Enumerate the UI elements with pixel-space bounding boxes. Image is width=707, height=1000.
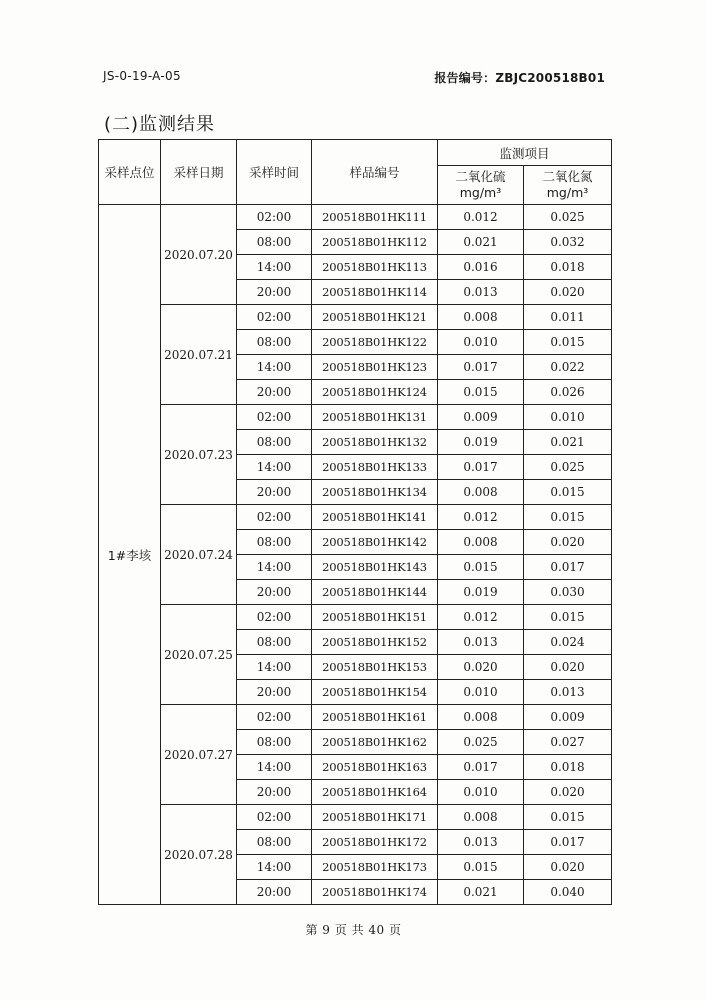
header-time: 采样时间 (237, 140, 312, 205)
table-row (99, 405, 612, 430)
time-cell: 14:00 (237, 455, 312, 480)
time-cell: 14:00 (237, 255, 312, 280)
sample-code-cell: 200518B01HK141 (312, 505, 438, 530)
so2-value-cell: 0.012 (438, 605, 524, 630)
footer-page-mid: 页 共 (334, 923, 365, 937)
no2-value-cell: 0.020 (524, 530, 612, 555)
sample-code-cell: 200518B01HK152 (312, 630, 438, 655)
time-cell: 20:00 (237, 680, 312, 705)
so2-value-cell: 0.019 (438, 580, 524, 605)
header-site: 采样点位 (99, 140, 161, 205)
sample-code-cell: 200518B01HK112 (312, 230, 438, 255)
so2-value-cell: 0.013 (438, 630, 524, 655)
so2-value-cell: 0.019 (438, 430, 524, 455)
no2-value-cell: 0.024 (524, 630, 612, 655)
sample-code-cell: 200518B01HK173 (312, 855, 438, 880)
so2-value-cell: 0.017 (438, 355, 524, 380)
so2-value-cell: 0.010 (438, 330, 524, 355)
no2-value-cell: 0.011 (524, 305, 612, 330)
sample-code-cell: 200518B01HK162 (312, 730, 438, 755)
so2-value-cell: 0.013 (438, 280, 524, 305)
date-cell: 2020.07.23 (161, 405, 237, 505)
no2-value-cell: 0.015 (524, 805, 612, 830)
so2-value-cell: 0.010 (438, 780, 524, 805)
date-cell: 2020.07.25 (161, 605, 237, 705)
sample-code-cell: 200518B01HK174 (312, 880, 438, 905)
footer-page-suffix: 页 (389, 923, 402, 937)
header-so2 (438, 166, 524, 205)
sample-code-cell: 200518B01HK133 (312, 455, 438, 480)
time-cell: 20:00 (237, 880, 312, 905)
footer-page-total: 40 (368, 923, 385, 937)
site-cell: 1#李垓 (99, 205, 161, 905)
time-cell: 02:00 (237, 805, 312, 830)
sample-code-cell: 200518B01HK122 (312, 330, 438, 355)
no2-value-cell: 0.030 (524, 580, 612, 605)
so2-value-cell: 0.015 (438, 555, 524, 580)
time-cell: 08:00 (237, 230, 312, 255)
so2-unit: mg/m³ (459, 185, 502, 200)
no2-value-cell: 0.040 (524, 880, 612, 905)
monitoring-results-table (98, 139, 612, 905)
time-cell: 20:00 (237, 480, 312, 505)
time-cell: 08:00 (237, 830, 312, 855)
sample-code-cell: 200518B01HK163 (312, 755, 438, 780)
sample-code-cell: 200518B01HK131 (312, 405, 438, 430)
no2-value-cell: 0.010 (524, 405, 612, 430)
table-row (99, 705, 612, 730)
no2-unit: mg/m³ (546, 185, 589, 200)
time-cell: 20:00 (237, 380, 312, 405)
so2-value-cell: 0.016 (438, 255, 524, 280)
so2-value-cell: 0.017 (438, 455, 524, 480)
so2-value-cell: 0.008 (438, 480, 524, 505)
no2-value-cell: 0.015 (524, 605, 612, 630)
no2-value-cell: 0.025 (524, 205, 612, 230)
time-cell: 20:00 (237, 580, 312, 605)
sample-code-cell: 200518B01HK171 (312, 805, 438, 830)
date-cell: 2020.07.28 (161, 805, 237, 905)
time-cell: 08:00 (237, 730, 312, 755)
table-row (99, 505, 612, 530)
no2-value-cell: 0.027 (524, 730, 612, 755)
no2-value-cell: 0.020 (524, 780, 612, 805)
table-row (99, 605, 612, 630)
table-row (99, 205, 612, 230)
time-cell: 14:00 (237, 755, 312, 780)
sample-code-cell: 200518B01HK142 (312, 530, 438, 555)
time-cell: 02:00 (237, 505, 312, 530)
time-cell: 02:00 (237, 605, 312, 630)
so2-value-cell: 0.012 (438, 505, 524, 530)
so2-value-cell: 0.017 (438, 755, 524, 780)
sample-code-cell: 200518B01HK111 (312, 205, 438, 230)
sample-code-cell: 200518B01HK144 (312, 580, 438, 605)
no2-value-cell: 0.026 (524, 380, 612, 405)
header-no2 (524, 166, 612, 205)
page-footer (0, 921, 707, 938)
so2-value-cell: 0.008 (438, 805, 524, 830)
sample-code-cell: 200518B01HK161 (312, 705, 438, 730)
time-cell: 08:00 (237, 630, 312, 655)
date-cell: 2020.07.27 (161, 705, 237, 805)
sample-code-cell: 200518B01HK121 (312, 305, 438, 330)
sample-code-cell: 200518B01HK132 (312, 430, 438, 455)
no2-value-cell: 0.015 (524, 330, 612, 355)
sample-code-cell: 200518B01HK154 (312, 680, 438, 705)
header-monitoring-items: 监测项目 (438, 140, 612, 166)
report-number (434, 69, 605, 86)
sample-code-cell: 200518B01HK124 (312, 380, 438, 405)
sample-code-cell: 200518B01HK172 (312, 830, 438, 855)
so2-value-cell: 0.015 (438, 380, 524, 405)
time-cell: 08:00 (237, 330, 312, 355)
so2-value-cell: 0.020 (438, 655, 524, 680)
so2-value-cell: 0.025 (438, 730, 524, 755)
time-cell: 02:00 (237, 705, 312, 730)
time-cell: 14:00 (237, 555, 312, 580)
header-date: 采样日期 (161, 140, 237, 205)
time-cell: 14:00 (237, 655, 312, 680)
no2-value-cell: 0.013 (524, 680, 612, 705)
no2-label: 二氧化氮 (542, 169, 593, 184)
time-cell: 14:00 (237, 355, 312, 380)
so2-value-cell: 0.010 (438, 680, 524, 705)
no2-value-cell: 0.025 (524, 455, 612, 480)
no2-value-cell: 0.018 (524, 255, 612, 280)
no2-value-cell: 0.017 (524, 830, 612, 855)
sample-code-cell: 200518B01HK134 (312, 480, 438, 505)
time-cell: 08:00 (237, 530, 312, 555)
date-cell: 2020.07.24 (161, 505, 237, 605)
no2-value-cell: 0.009 (524, 705, 612, 730)
sample-code-cell: 200518B01HK151 (312, 605, 438, 630)
document-code: JS-0-19-A-05 (103, 69, 181, 83)
table-row (99, 305, 612, 330)
no2-value-cell: 0.015 (524, 505, 612, 530)
report-number-value: ZBJC200518B01 (495, 71, 605, 85)
time-cell: 20:00 (237, 280, 312, 305)
no2-value-cell: 0.032 (524, 230, 612, 255)
no2-value-cell: 0.018 (524, 755, 612, 780)
sample-code-cell: 200518B01HK123 (312, 355, 438, 380)
so2-label: 二氧化硫 (455, 169, 506, 184)
time-cell: 02:00 (237, 405, 312, 430)
no2-value-cell: 0.020 (524, 855, 612, 880)
no2-value-cell: 0.015 (524, 480, 612, 505)
so2-value-cell: 0.009 (438, 405, 524, 430)
so2-value-cell: 0.008 (438, 530, 524, 555)
time-cell: 20:00 (237, 780, 312, 805)
so2-value-cell: 0.008 (438, 705, 524, 730)
footer-page-number: 9 (322, 923, 331, 937)
so2-value-cell: 0.015 (438, 855, 524, 880)
so2-value-cell: 0.008 (438, 305, 524, 330)
time-cell: 02:00 (237, 205, 312, 230)
sample-code-cell: 200518B01HK114 (312, 280, 438, 305)
so2-value-cell: 0.021 (438, 230, 524, 255)
sample-code-cell: 200518B01HK153 (312, 655, 438, 680)
so2-value-cell: 0.013 (438, 830, 524, 855)
report-number-label: 报告编号： (434, 71, 496, 85)
footer-page-prefix: 第 (305, 923, 318, 937)
date-cell: 2020.07.20 (161, 205, 237, 305)
so2-value-cell: 0.021 (438, 880, 524, 905)
sample-code-cell: 200518B01HK164 (312, 780, 438, 805)
section-title: (二)监测结果 (104, 114, 216, 135)
so2-value-cell: 0.012 (438, 205, 524, 230)
time-cell: 14:00 (237, 855, 312, 880)
no2-value-cell: 0.022 (524, 355, 612, 380)
time-cell: 02:00 (237, 305, 312, 330)
no2-value-cell: 0.017 (524, 555, 612, 580)
no2-value-cell: 0.021 (524, 430, 612, 455)
table-row (99, 805, 612, 830)
date-cell: 2020.07.21 (161, 305, 237, 405)
time-cell: 08:00 (237, 430, 312, 455)
sample-code-cell: 200518B01HK143 (312, 555, 438, 580)
header-sample-code: 样品编号 (312, 140, 438, 205)
no2-value-cell: 0.020 (524, 280, 612, 305)
sample-code-cell: 200518B01HK113 (312, 255, 438, 280)
no2-value-cell: 0.020 (524, 655, 612, 680)
